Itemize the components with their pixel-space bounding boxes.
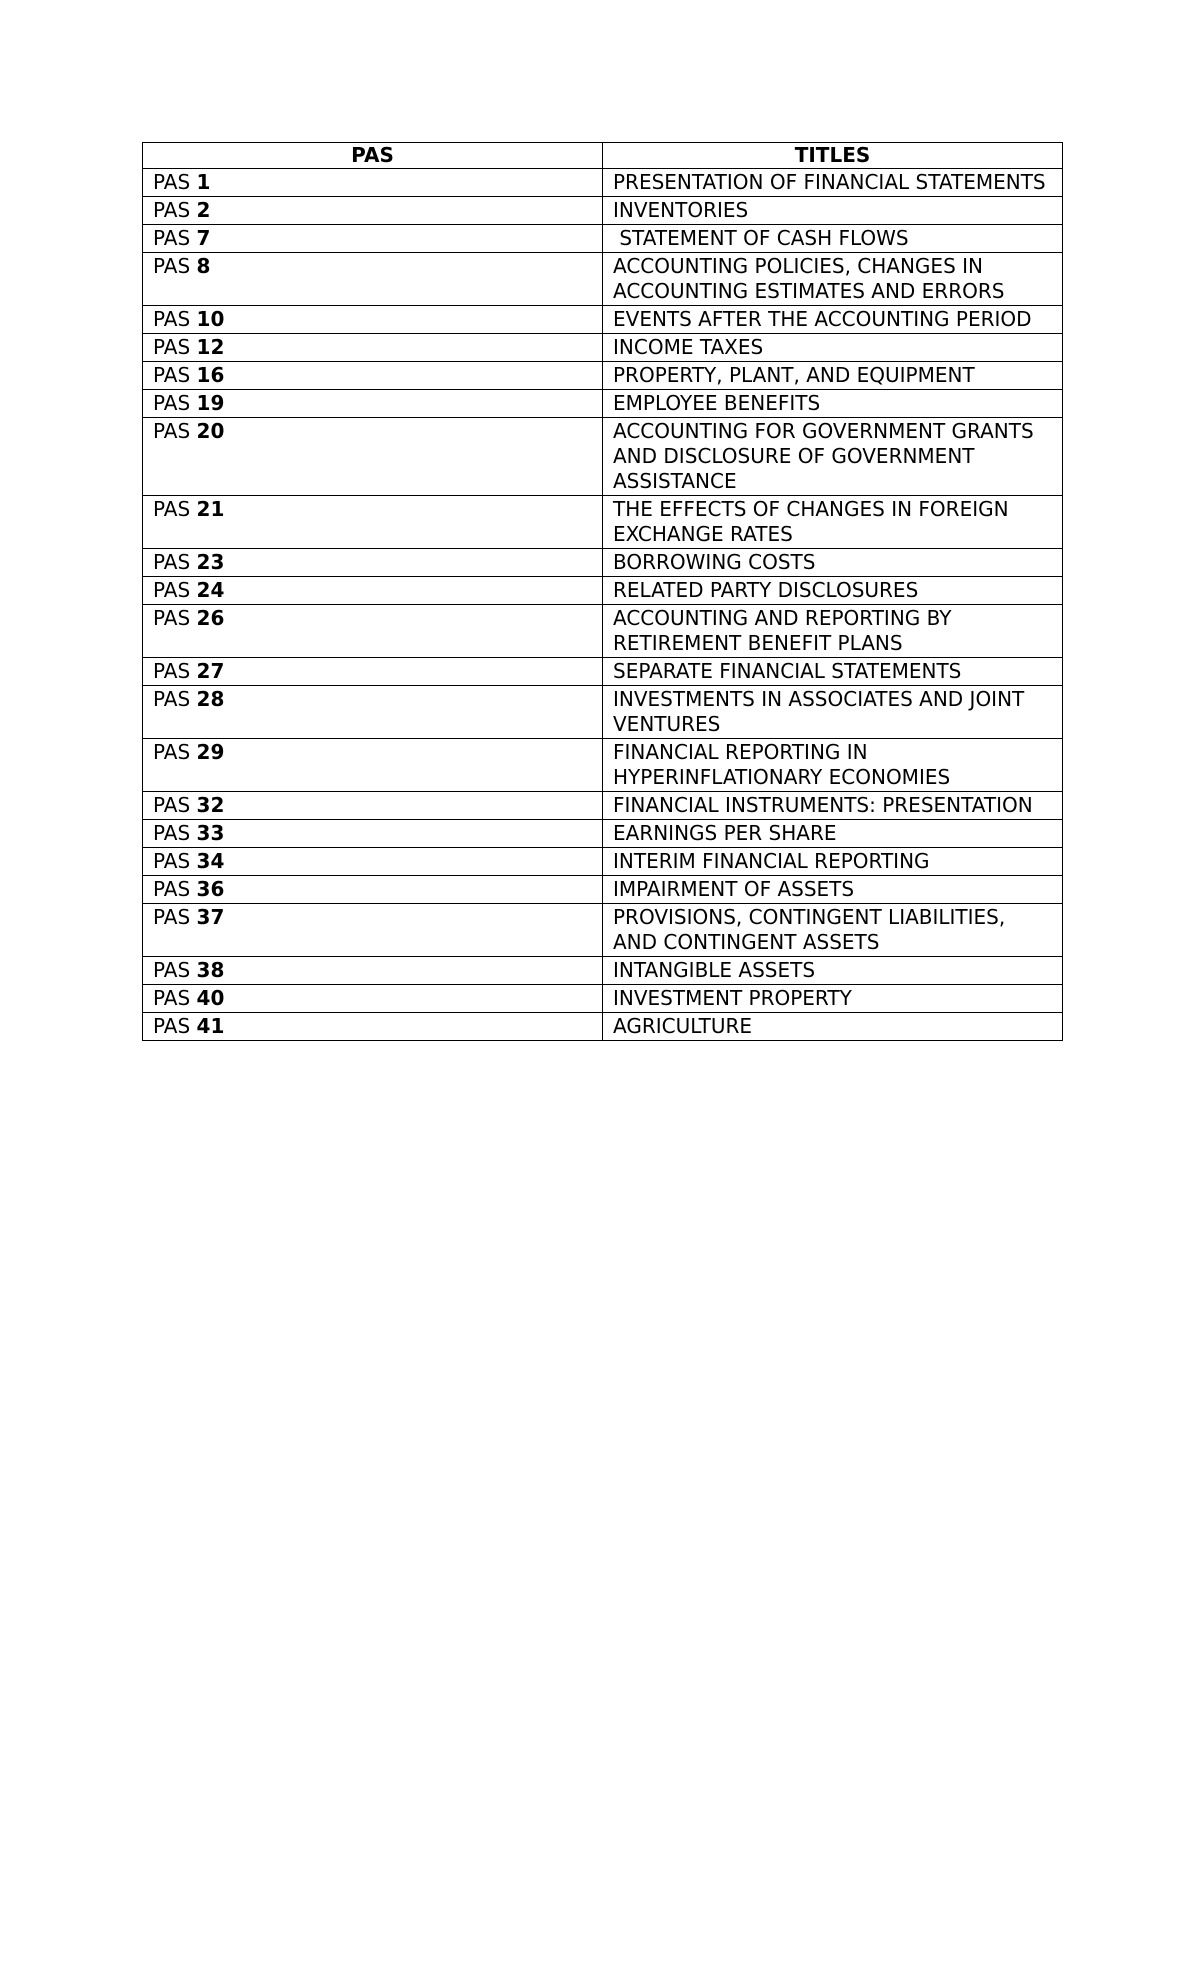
title-cell [603, 362, 1063, 390]
pas-cell [143, 496, 603, 549]
title-cell [603, 605, 1063, 658]
table-row [143, 362, 1063, 390]
title-cell [603, 658, 1063, 686]
table-row [143, 306, 1063, 334]
table-row [143, 1013, 1063, 1041]
pas-prefix: PAS [153, 606, 191, 630]
table-row [143, 686, 1063, 739]
title-cell [603, 390, 1063, 418]
pas-prefix: PAS [153, 170, 191, 194]
pas-prefix: PAS [153, 578, 191, 602]
table-row [143, 334, 1063, 362]
title-cell [603, 418, 1063, 496]
title-cell [603, 686, 1063, 739]
title-cell [603, 1013, 1063, 1041]
table-row [143, 985, 1063, 1013]
title-cell [603, 253, 1063, 306]
title-text: SEPARATE FINANCIAL STATEMENTS [613, 659, 962, 683]
pas-number: 40 [196, 986, 225, 1010]
pas-prefix: PAS [153, 849, 191, 873]
table-row [143, 957, 1063, 985]
table-row [143, 904, 1063, 957]
title-text: INVENTORIES [613, 198, 749, 222]
title-text: ACCOUNTING AND REPORTING BY RETIREMENT BENEFIT PLANS [613, 606, 958, 655]
pas-prefix: PAS [153, 226, 191, 250]
title-text: AGRICULTURE [613, 1014, 753, 1038]
pas-prefix: PAS [153, 793, 191, 817]
title-text: INTANGIBLE ASSETS [613, 958, 816, 982]
table-row [143, 418, 1063, 496]
pas-prefix: PAS [153, 198, 191, 222]
table-row [143, 605, 1063, 658]
header-titles: TITLES [603, 143, 1063, 169]
pas-prefix: PAS [153, 307, 191, 331]
pas-number: 36 [196, 877, 225, 901]
pas-number: 16 [196, 363, 225, 387]
title-cell [603, 334, 1063, 362]
pas-number: 38 [196, 958, 225, 982]
pas-prefix: PAS [153, 363, 191, 387]
pas-prefix: PAS [153, 877, 191, 901]
pas-number: 12 [196, 335, 225, 359]
header-pas: PAS [143, 143, 603, 169]
table-row [143, 658, 1063, 686]
pas-cell [143, 792, 603, 820]
table-body [143, 169, 1063, 1041]
pas-cell [143, 876, 603, 904]
pas-prefix: PAS [153, 740, 191, 764]
title-cell [603, 225, 1063, 253]
title-text: EMPLOYEE BENEFITS [613, 391, 821, 415]
pas-cell [143, 197, 603, 225]
table-row [143, 820, 1063, 848]
title-cell [603, 197, 1063, 225]
table-row [143, 496, 1063, 549]
title-text: BORROWING COSTS [613, 550, 816, 574]
pas-number: 19 [196, 391, 225, 415]
pas-prefix: PAS [153, 391, 191, 415]
pas-cell [143, 686, 603, 739]
table-row [143, 739, 1063, 792]
table-row [143, 253, 1063, 306]
title-text: PROPERTY, PLANT, AND EQUIPMENT [613, 363, 975, 387]
title-cell [603, 848, 1063, 876]
title-text: RELATED PARTY DISCLOSURES [613, 578, 919, 602]
pas-cell [143, 306, 603, 334]
title-text: EARNINGS PER SHARE [613, 821, 837, 845]
title-text: INCOME TAXES [613, 335, 764, 359]
title-cell [603, 169, 1063, 197]
title-text: STATEMENT OF CASH FLOWS [613, 226, 909, 250]
title-text: INVESTMENTS IN ASSOCIATES AND JOINT VENTURES [613, 687, 1031, 736]
title-cell [603, 496, 1063, 549]
pas-cell [143, 848, 603, 876]
table-row [143, 197, 1063, 225]
table-row [143, 792, 1063, 820]
pas-number: 34 [196, 849, 225, 873]
pas-prefix: PAS [153, 419, 191, 443]
pas-cell [143, 362, 603, 390]
title-text: FINANCIAL REPORTING IN HYPERINFLATIONARY ECONOMIES [613, 740, 951, 789]
table-header-row [143, 143, 1063, 169]
title-text: PRESENTATION OF FINANCIAL STATEMENTS [613, 170, 1046, 194]
pas-cell [143, 957, 603, 985]
pas-cell [143, 985, 603, 1013]
pas-prefix: PAS [153, 1014, 191, 1038]
title-cell [603, 792, 1063, 820]
pas-cell [143, 904, 603, 957]
pas-number: 23 [196, 550, 225, 574]
pas-number: 37 [196, 905, 225, 929]
pas-number: 8 [196, 254, 211, 278]
title-text: IMPAIRMENT OF ASSETS [613, 877, 855, 901]
table-row [143, 225, 1063, 253]
pas-number: 1 [196, 170, 211, 194]
pas-cell [143, 739, 603, 792]
pas-number: 20 [196, 419, 225, 443]
table-row [143, 169, 1063, 197]
pas-cell [143, 658, 603, 686]
pas-prefix: PAS [153, 550, 191, 574]
title-text: ACCOUNTING FOR GOVERNMENT GRANTS AND DISCLOSURE OF GOVERNMENT ASSISTANCE [613, 419, 1041, 493]
pas-number: 7 [196, 226, 211, 250]
title-cell [603, 904, 1063, 957]
pas-cell [143, 390, 603, 418]
title-text: PROVISIONS, CONTINGENT LIABILITIES, AND CONTINGENT ASSETS [613, 905, 1012, 954]
pas-cell [143, 334, 603, 362]
title-text: EVENTS AFTER THE ACCOUNTING PERIOD [613, 307, 1032, 331]
pas-number: 33 [196, 821, 225, 845]
pas-prefix: PAS [153, 254, 191, 278]
pas-prefix: PAS [153, 986, 191, 1010]
pas-cell [143, 605, 603, 658]
title-text: THE EFFECTS OF CHANGES IN FOREIGN EXCHANGE RATES [613, 497, 1015, 546]
title-cell [603, 739, 1063, 792]
pas-number: 41 [196, 1014, 225, 1038]
table-row [143, 577, 1063, 605]
pas-number: 32 [196, 793, 225, 817]
pas-prefix: PAS [153, 335, 191, 359]
pas-titles-table [142, 142, 1063, 1041]
pas-number: 10 [196, 307, 225, 331]
pas-number: 29 [196, 740, 225, 764]
pas-number: 26 [196, 606, 225, 630]
pas-cell [143, 1013, 603, 1041]
pas-prefix: PAS [153, 958, 191, 982]
title-cell [603, 876, 1063, 904]
pas-cell [143, 225, 603, 253]
title-cell [603, 577, 1063, 605]
table-row [143, 390, 1063, 418]
pas-cell [143, 253, 603, 306]
title-cell [603, 549, 1063, 577]
pas-prefix: PAS [153, 905, 191, 929]
pas-cell [143, 418, 603, 496]
title-cell [603, 306, 1063, 334]
pas-number: 24 [196, 578, 225, 602]
pas-cell [143, 820, 603, 848]
title-cell [603, 820, 1063, 848]
title-text: ACCOUNTING POLICIES, CHANGES IN ACCOUNTING ESTIMATES AND ERRORS [613, 254, 1005, 303]
title-cell [603, 985, 1063, 1013]
table-row [143, 876, 1063, 904]
title-text: FINANCIAL INSTRUMENTS: PRESENTATION [613, 793, 1033, 817]
pas-prefix: PAS [153, 497, 191, 521]
pas-cell [143, 549, 603, 577]
pas-cell [143, 577, 603, 605]
pas-cell [143, 169, 603, 197]
pas-number: 27 [196, 659, 225, 683]
table-row [143, 848, 1063, 876]
pas-prefix: PAS [153, 821, 191, 845]
title-text: INVESTMENT PROPERTY [613, 986, 852, 1010]
pas-prefix: PAS [153, 659, 191, 683]
pas-number: 28 [196, 687, 225, 711]
table-row [143, 549, 1063, 577]
title-text: INTERIM FINANCIAL REPORTING [613, 849, 930, 873]
pas-number: 2 [196, 198, 211, 222]
pas-prefix: PAS [153, 687, 191, 711]
pas-number: 21 [196, 497, 225, 521]
title-cell [603, 957, 1063, 985]
